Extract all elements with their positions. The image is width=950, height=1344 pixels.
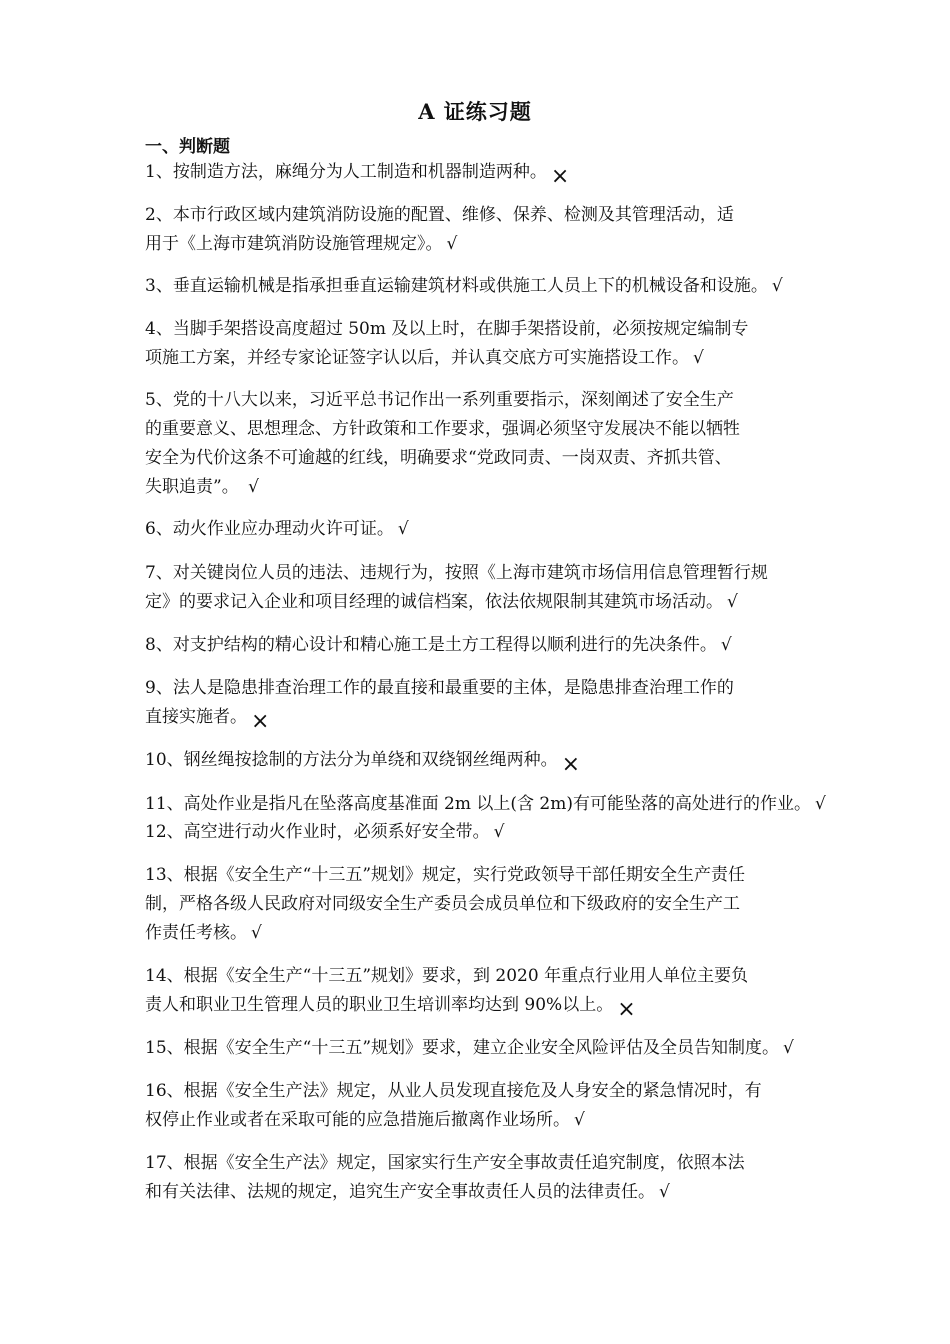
question-item — [145, 962, 845, 1020]
check-mark: √ — [771, 276, 783, 296]
question-line: 8、对支护结构的精心设计和精心施工是土方工程得以顺利进行的先决条件。 √ — [145, 631, 845, 660]
question-line: 4、当脚手架搭设高度超过 50m 及以上时，在脚手架搭设前，必须按规定编制专 — [145, 319, 749, 339]
question-line: 13、根据《安全生产“十三五”规划》规定，实行党政领导干部任期安全生产责任 — [145, 865, 746, 885]
check-mark: √ — [493, 822, 505, 842]
question-line: 2、本市行政区域内建筑消防设施的配置、维修、保养、检测及其管理活动，适 — [145, 205, 734, 225]
question-item — [145, 1034, 845, 1063]
question-line: 11、高处作业是指凡在坠落高度基准面 2m 以上(含 2m)有可能坠落的高处进行的作业。 √ — [145, 790, 845, 819]
check-mark: √ — [720, 635, 732, 655]
question-line: 5、党的十八大以来，习近平总书记作出一系列重要指示，深刻阐述了安全生产 — [145, 390, 734, 410]
question-line: 12、高空进行动火作业时，必须系好安全带。 √ — [145, 818, 845, 847]
question-line: 安全为代价这条不可逾越的红线，明确要求“党政同责、一岗双责、齐抓共管、 — [145, 448, 732, 468]
check-mark: √ — [574, 1110, 585, 1130]
question-item — [145, 201, 845, 259]
question-line: 15、根据《安全生产“十三五”规划》要求，建立企业安全风险评估及全员告知制度。 √ — [145, 1034, 845, 1063]
question-item — [145, 386, 845, 502]
question-line: 14、根据《安全生产“十三五”规划》要求，到 2020 年重点行业用人单位主要负 — [145, 966, 749, 986]
question-line: 失职追责”。 √ — [145, 473, 845, 502]
question-item — [145, 861, 845, 948]
question-line: 和有关法律、法规的规定，追究生产安全事故责任人员的法律责任。 √ — [145, 1178, 845, 1207]
cross-mark: × — [617, 997, 636, 1022]
cross-mark: × — [550, 164, 570, 189]
question-line: 用于《上海市建筑消防设施管理规定》。 √ — [145, 230, 845, 259]
question-line: 制，严格各级人民政府对同级安全生产委员会成员单位和下级政府的安全生产工 — [145, 894, 740, 914]
cross-mark: × — [251, 709, 270, 734]
question-line: 定》的要求记入企业和项目经理的诚信档案，依法依规限制其建筑市场活动。 √ — [145, 588, 845, 617]
question-line: 项施工方案，并经专家论证签字认以后，并认真交底方可实施搭设工作。 √ — [145, 344, 845, 373]
question-line: 9、法人是隐患排查治理工作的最直接和最重要的主体，是隐患排查治理工作的 — [145, 678, 734, 698]
question-line: 10、钢丝绳按捻制的方法分为单绕和双绕钢丝绳两种。 × — [145, 750, 581, 777]
check-mark: √ — [248, 477, 259, 497]
check-mark: √ — [446, 234, 458, 254]
question-line: 责人和职业卫生管理人员的职业卫生培训率均达到 90%以上。 × — [145, 995, 636, 1022]
question-line: 1、按制造方法，麻绳分为人工制造和机器制造两种。 × — [145, 162, 570, 189]
question-item — [145, 272, 845, 301]
question-line: 17、根据《安全生产法》规定，国家实行生产安全事故责任追究制度，依照本法 — [145, 1153, 745, 1173]
check-mark: √ — [251, 923, 262, 943]
question-line: 直接实施者。 × — [145, 707, 270, 734]
check-mark: √ — [659, 1182, 670, 1202]
check-mark: √ — [814, 794, 826, 814]
question-line: 6、动火作业应办理动火许可证。 √ — [145, 515, 845, 544]
question-item — [145, 158, 845, 187]
question-item — [145, 674, 845, 732]
check-mark: √ — [397, 519, 409, 539]
question-line: 7、对关键岗位人员的违法、违规行为，按照《上海市建筑市场信用信息管理暂行规 — [145, 563, 768, 583]
question-item — [145, 631, 845, 660]
check-mark: √ — [783, 1038, 794, 1058]
question-item — [145, 1149, 845, 1207]
check-mark: √ — [693, 348, 704, 368]
cross-mark: × — [561, 752, 581, 777]
question-item — [145, 515, 845, 544]
question-item — [145, 790, 845, 819]
question-line: 的重要意义、思想理念、方针政策和工作要求，强调必须坚守发展决不能以牺牲 — [145, 419, 740, 439]
question-item — [145, 1077, 845, 1135]
question-line: 3、垂直运输机械是指承担垂直运输建筑材料或供施工人员上下的机械设备和设施。 √ — [145, 272, 845, 301]
question-item — [145, 559, 845, 617]
question-line: 16、根据《安全生产法》规定，从业人员发现直接危及人身安全的紧急情况时，有 — [145, 1081, 762, 1101]
question-line: 权停止作业或者在采取可能的应急措施后撤离作业场所。 √ — [145, 1106, 845, 1135]
check-mark: √ — [727, 592, 738, 612]
document-title: A 证练习题 — [418, 99, 532, 124]
question-item — [145, 818, 845, 847]
section-heading: 一、判断题 — [145, 137, 230, 157]
question-item — [145, 746, 845, 775]
question-item — [145, 315, 845, 373]
question-line: 作责任考核。 √ — [145, 919, 845, 948]
